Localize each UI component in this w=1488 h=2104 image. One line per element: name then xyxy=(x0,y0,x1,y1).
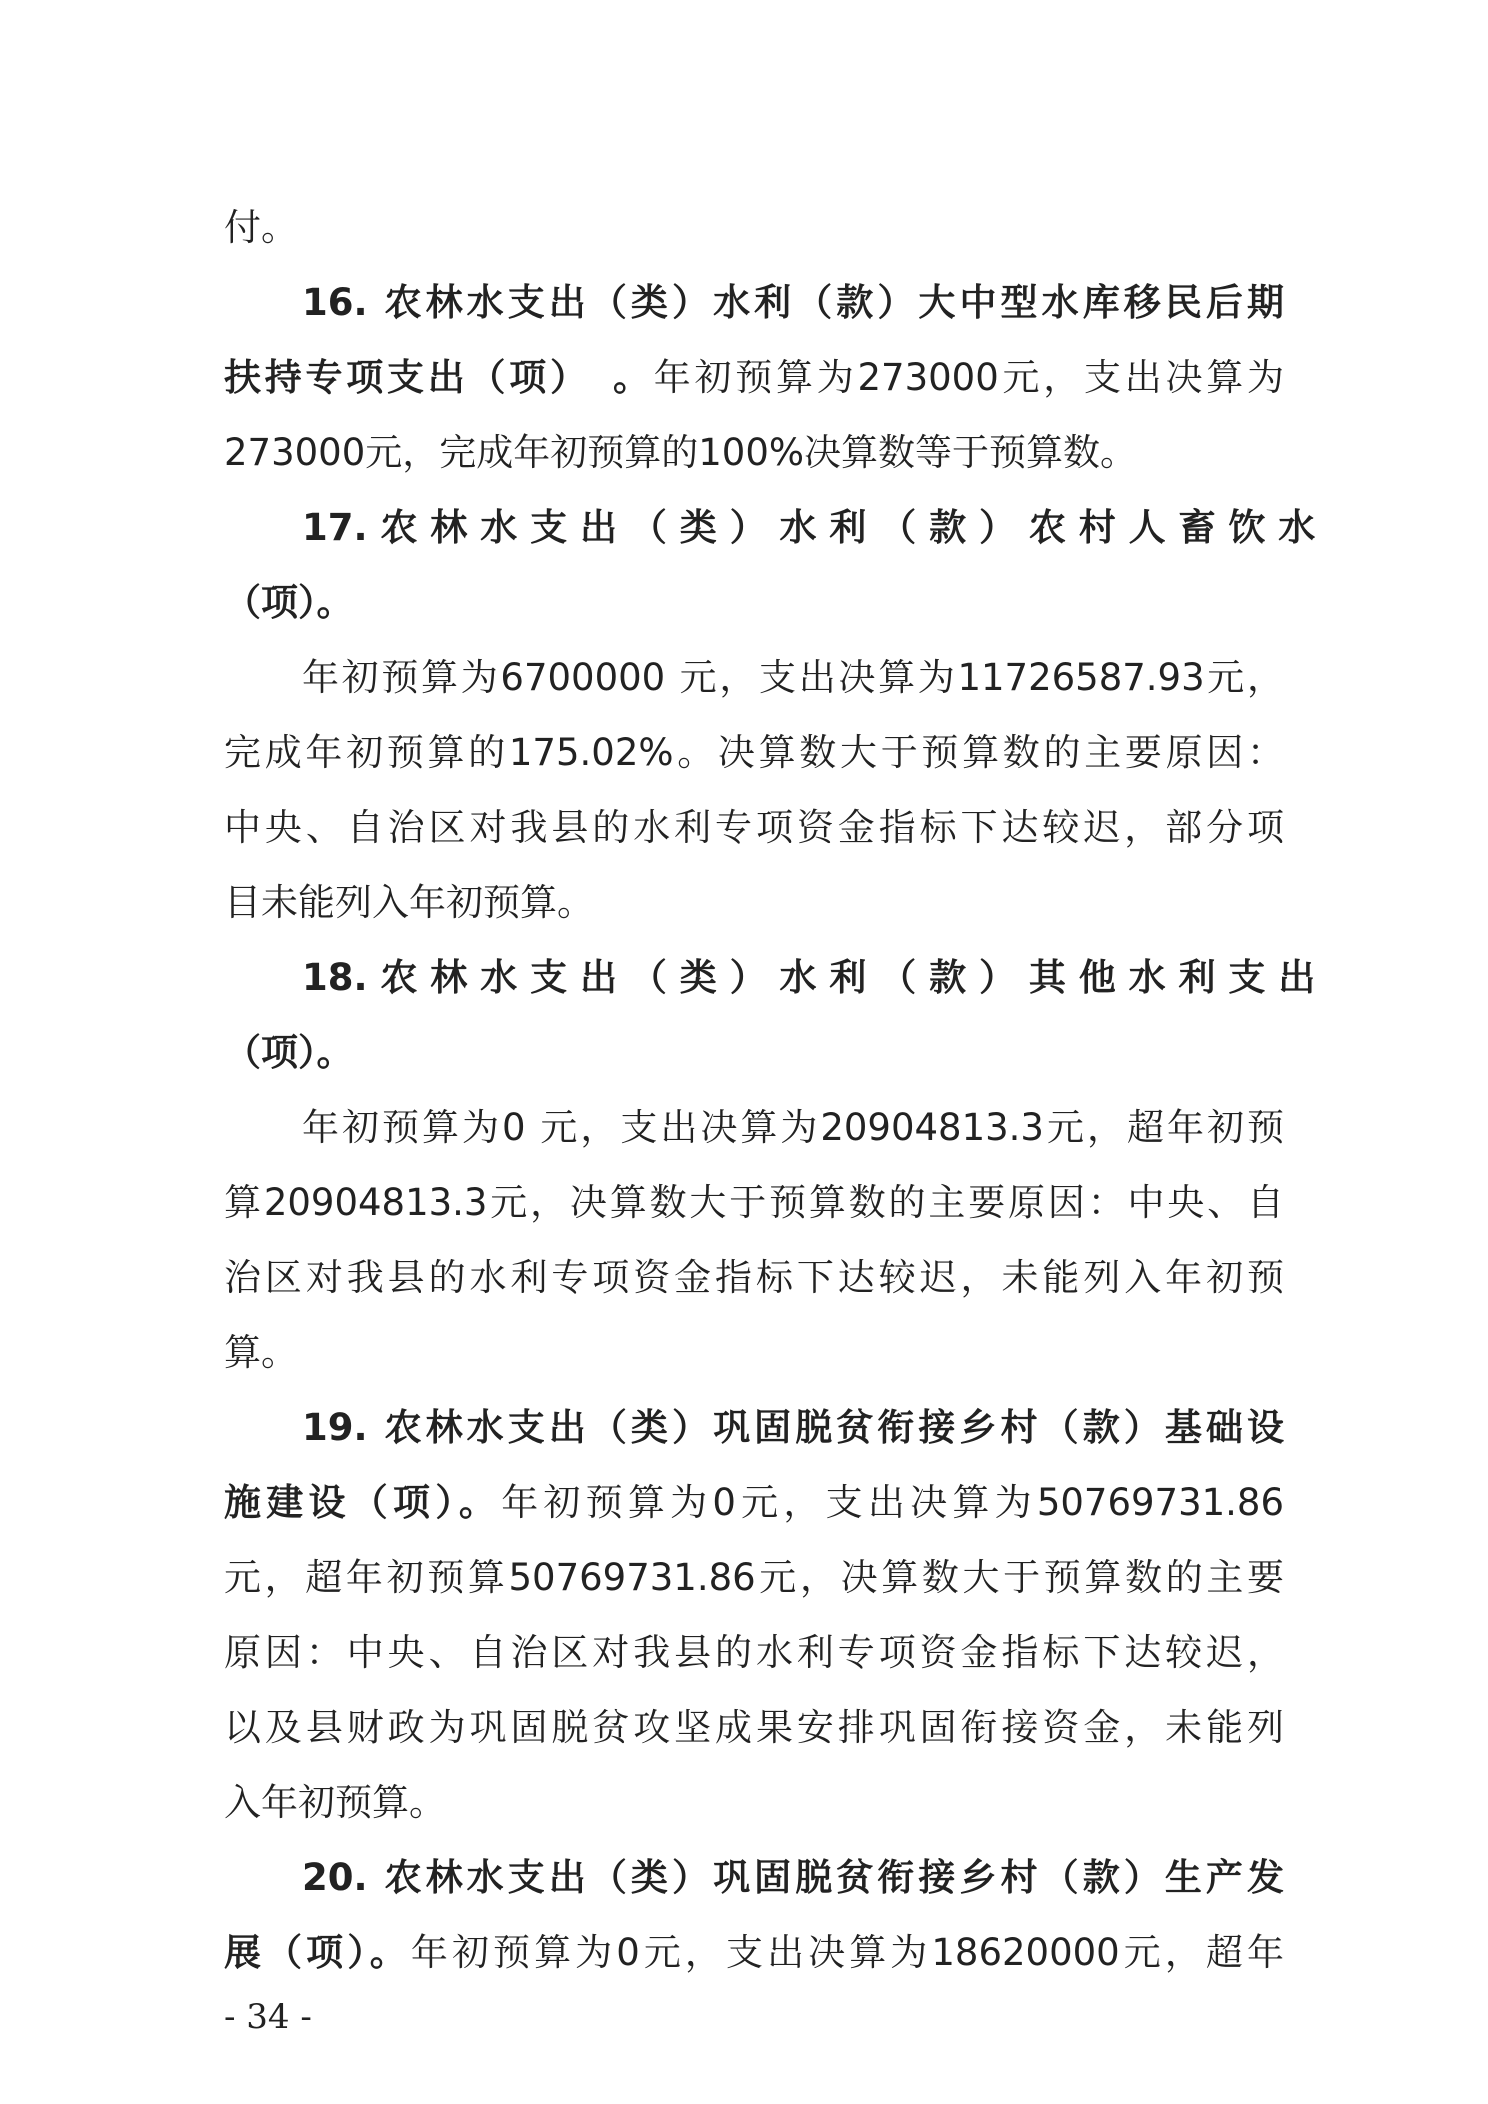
section-heading-17: 17. 农 林 水 支 出 （ 类 ） 水 利 （ 款 ） 农 村 人 畜 饮 水 xyxy=(302,506,1316,549)
section-heading-17-cont: （项）。 xyxy=(224,581,354,624)
section-heading-16: 16. 农林水支出（类）水利（款）大中型水库移民后期 xyxy=(302,281,1284,324)
text-line: 治区对我县的水利专项资金指标下达较迟，未能列入年初预 xyxy=(224,1256,1284,1299)
text-line: 元，超年初预算50769731.86元，决算数大于预算数的主要 xyxy=(224,1556,1284,1599)
section-heading-18: 18. 农 林 水 支 出 （ 类 ） 水 利 （ 款 ） 其 他 水 利 支 出 xyxy=(302,956,1316,999)
page-number: - 34 - xyxy=(224,1997,312,2037)
text-line: 以及县财政为巩固脱贫攻坚成果安排巩固衔接资金，未能列 xyxy=(224,1706,1284,1749)
text-line: 目未能列入年初预算。 xyxy=(224,881,594,924)
text-line: 中央、自治区对我县的水利专项资金指标下达较迟，部分项 xyxy=(224,806,1284,849)
section-heading-20-cont: 展（项）。年初预算为0元，支出决算为18620000元，超年 xyxy=(224,1931,1284,1974)
section-heading-18-cont: （项）。 xyxy=(224,1031,354,1074)
text-line: 273000元，完成年初预算的100%决算数等于预算数。 xyxy=(224,431,1138,474)
section-heading-16-cont: 扶持专项支出（项） 。年初预算为273000元，支出决算为 xyxy=(224,356,1284,399)
section-heading-19-cont: 施建设（项）。年初预算为0元，支出决算为50769731.86 xyxy=(224,1481,1285,1524)
section-heading-19: 19. 农林水支出（类）巩固脱贫衔接乡村（款）基础设 xyxy=(302,1406,1284,1449)
text-line: 算20904813.3元，决算数大于预算数的主要原因：中央、自 xyxy=(224,1181,1284,1224)
text-line: 完成年初预算的175.02%。决算数大于预算数的主要原因： xyxy=(224,731,1284,774)
text-line: 原因：中央、自治区对我县的水利专项资金指标下达较迟， xyxy=(224,1631,1284,1674)
document-body xyxy=(224,190,1316,1990)
text-line: 入年初预算。 xyxy=(224,1781,446,1824)
paragraph-first-line: 年初预算为0 元，支出决算为20904813.3元，超年初预 xyxy=(302,1106,1284,1149)
text-line: 算。 xyxy=(224,1331,298,1374)
section-heading-20: 20. 农林水支出（类）巩固脱贫衔接乡村（款）生产发 xyxy=(302,1856,1284,1899)
text-line: 付。 xyxy=(224,206,298,249)
paragraph-first-line: 年初预算为6700000 元，支出决算为11726587.93元， xyxy=(302,656,1284,699)
